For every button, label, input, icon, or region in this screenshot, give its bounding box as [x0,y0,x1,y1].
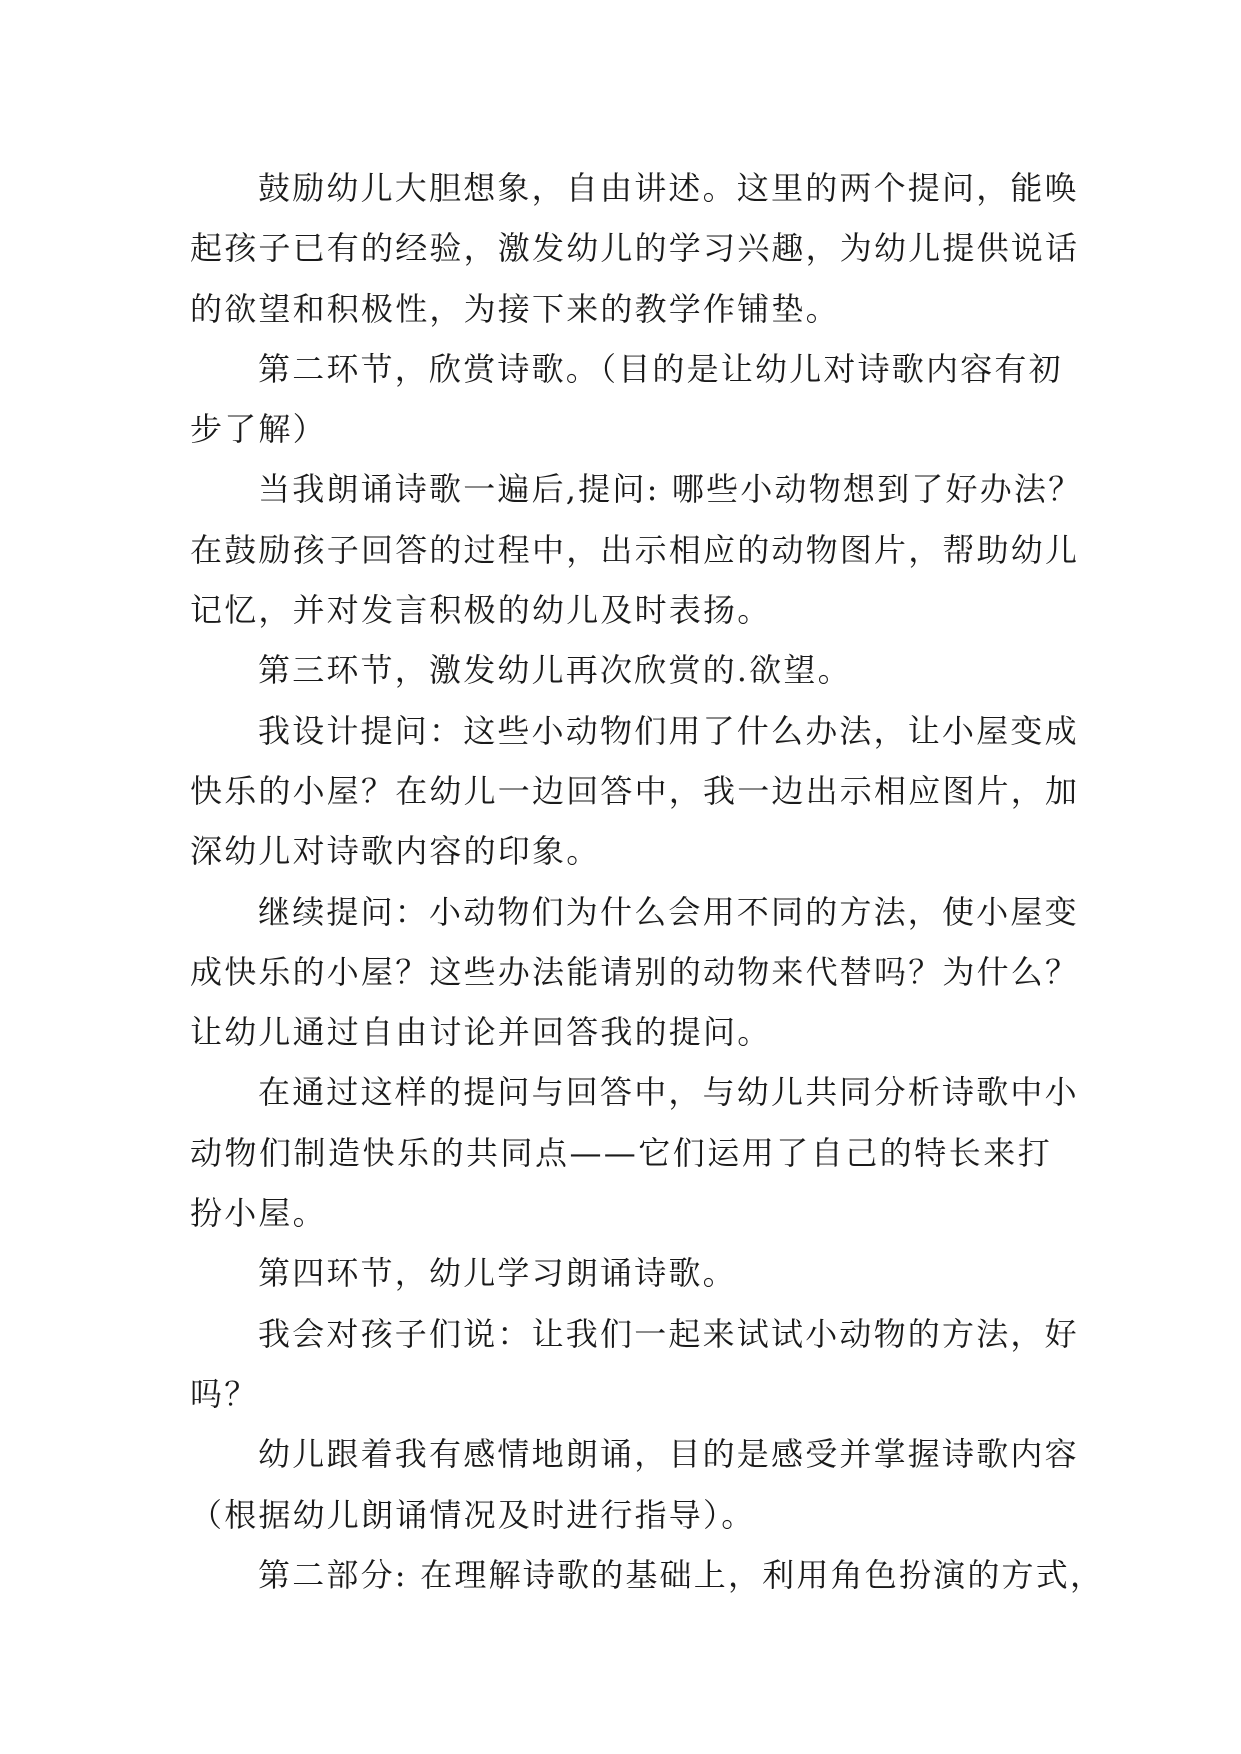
text-line: 深幼儿对诗歌内容的印象。 [190,832,601,871]
paragraph [190,1545,1105,1605]
paragraph [190,1243,1052,1303]
text-line: 快乐的小屋？在幼儿一边回答中，我一边出示相应图片，加 [190,771,1080,810]
paragraph [190,701,1080,882]
text-line: 步了解） [190,410,327,449]
text-line: 鼓励幼儿大胆想象，自由讲述。这里的两个提问，能唤 [258,169,1079,207]
text-line: 在鼓励孩子回答的过程中，出示相应的动物图片，帮助幼儿 [190,530,1080,569]
paragraph [190,158,1080,339]
text-line: 让幼儿通过自由讨论并回答我的提问。 [190,1013,772,1052]
text-line: 的欲望和积极性，为接下来的教学作铺垫。 [190,289,840,328]
text-line: 记忆，并对发言积极的幼儿及时表扬。 [190,591,772,630]
text-line: 当我朗诵诗歌一遍后,提问: 哪些小动物想到了好办法？ [258,470,1083,509]
paragraph [190,1304,1079,1425]
text-line: 第二部分: 在理解诗歌的基础上，利用角色扮演的方式， [258,1555,1105,1594]
paragraph [190,640,1052,700]
text-line: 成快乐的小屋？这些办法能请别的动物来代替吗？为什么？ [190,952,1080,991]
text-line: 第四环节，幼儿学习朗诵诗歌。 [258,1254,737,1293]
paragraph [190,1062,1079,1243]
paragraph [190,882,1080,1063]
text-line: 我会对孩子们说：让我们一起来试试小动物的方法，好 [258,1314,1079,1353]
text-line: 起孩子已有的经验，激发幼儿的学习兴趣，为幼儿提供说话 [190,229,1080,268]
text-line: 动物们制造快乐的共同点——它们运用了自己的特长来打 [190,1133,1052,1172]
text-line: 第二环节，欣赏诗歌。（目的是让幼儿对诗歌内容有初 [258,349,1063,388]
text-line: 吗？ [190,1374,259,1413]
paragraph [190,339,1063,460]
paragraph [190,459,1083,640]
text-line: 幼儿跟着我有感情地朗诵，目的是感受并掌握诗歌内容 [258,1435,1079,1474]
document-body [190,158,1105,1605]
text-line: 继续提问：小动物们为什么会用不同的方法，使小屋变 [258,892,1079,931]
text-line: （根据幼儿朗诵情况及时进行指导）。 [190,1495,756,1534]
text-line: 在通过这样的提问与回答中，与幼儿共同分析诗歌中小 [258,1073,1079,1112]
text-line: 我设计提问：这些小动物们用了什么办法，让小屋变成 [258,711,1079,750]
text-line: 扮小屋。 [190,1194,327,1233]
paragraph [190,1424,1079,1545]
text-line: 第三环节，激发幼儿再次欣赏的.欲望。 [258,651,852,690]
